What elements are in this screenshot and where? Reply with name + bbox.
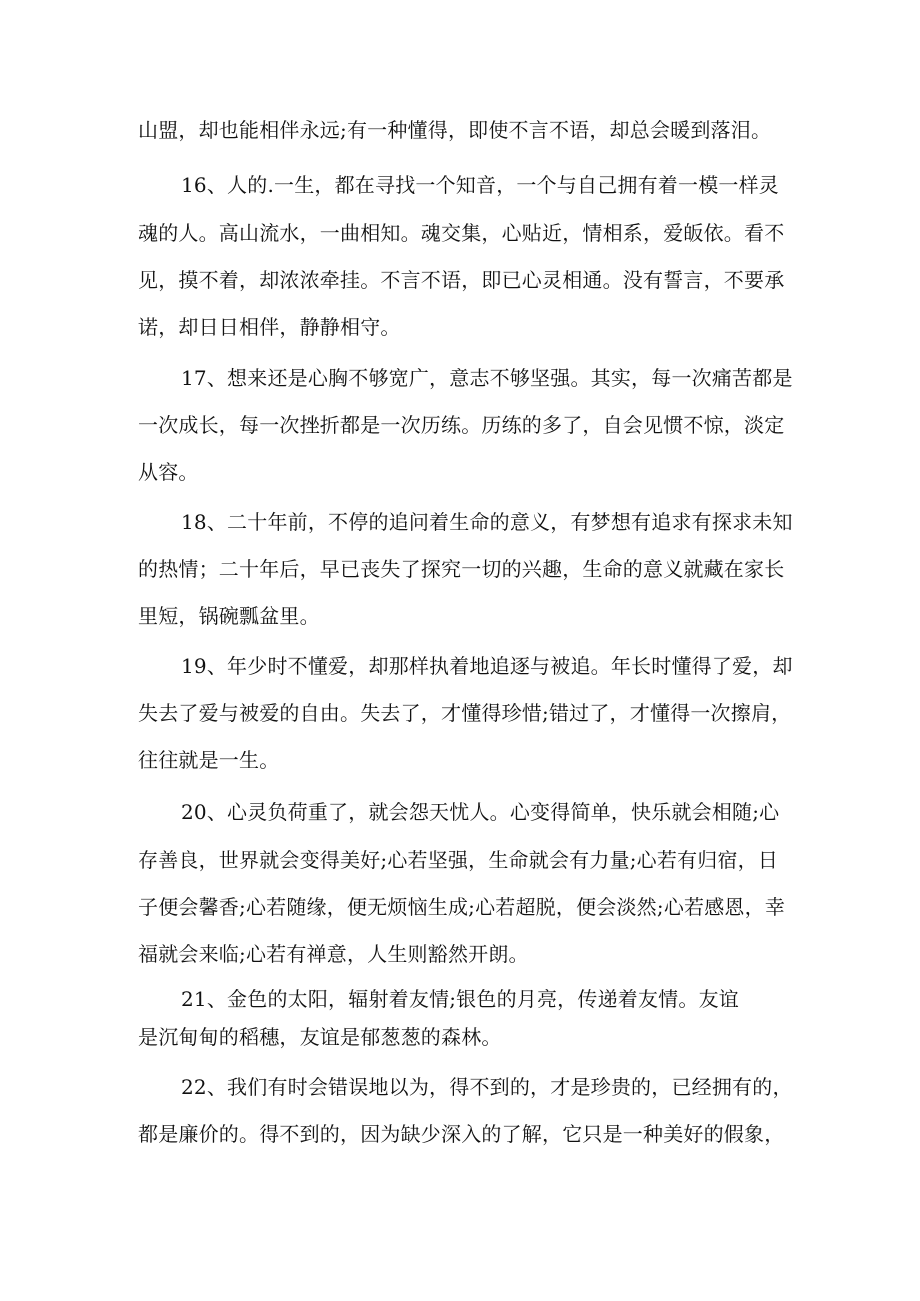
- paragraph-17-line: 17、想来还是心胸不够宽广，意志不够坚强。其实，每一次痛苦都是: [181, 366, 793, 390]
- text-line: 都是廉价的。得不到的，因为缺少深入的了解，它只是一种美好的假象，: [138, 1122, 785, 1146]
- text-line: 福就会来临;心若有禅意，人生则豁然开朗。: [138, 942, 529, 966]
- text-line: 往往就是一生。: [138, 748, 280, 772]
- text-line: 一次成长，每一次挫折都是一次历练。历练的多了，自会见惯不惊，淡定: [138, 413, 785, 437]
- text-line: 的热情；二十年后，早已丧失了探究一切的兴趣，生命的意义就藏在家长: [138, 557, 785, 581]
- paragraph-21-line: 21、金色的太阳，辐射着友情;银色的月亮，传递着友情。友谊: [181, 987, 739, 1011]
- text-line: 是沉甸甸的稻穗，友谊是郁葱葱的森林。: [138, 1025, 502, 1049]
- paragraph-19-line: 19、年少时不懂爱，却那样执着地追逐与被追。年长时懂得了爱，却: [181, 654, 793, 678]
- paragraph-20-line: 20、心灵负荷重了，就会怨天忧人。心变得简单，快乐就会相随;心: [181, 800, 780, 824]
- text-line: 魂的人。高山流水，一曲相知。魂交集，心贴近，情相系，爱皈依。看不: [138, 221, 785, 245]
- text-line: 失去了爱与被爱的自由。失去了，才懂得珍惜;错过了，才懂得一次擦肩，: [138, 701, 792, 725]
- text-line: 子便会馨香;心若随缘，便无烦恼生成;心若超脱，便会淡然;心若感恩，幸: [138, 895, 786, 919]
- text-line: 山盟，却也能相伴永远;有一种懂得，即使不言不语，却总会暖到落泪。: [138, 118, 772, 142]
- paragraph-18-line: 18、二十年前，不停的追问着生命的意义，有梦想有追求有探求未知: [181, 510, 793, 534]
- text-line: 从容。: [138, 460, 199, 484]
- paragraph-22-line: 22、我们有时会错误地以为，得不到的，才是珍贵的，已经拥有的，: [181, 1075, 793, 1099]
- text-line: 存善良，世界就会变得美好;心若坚强，生命就会有力量;心若有归宿，日: [138, 848, 779, 872]
- paragraph-16-line: 16、人的.一生，都在寻找一个知音，一个与自己拥有着一模一样灵: [181, 173, 780, 197]
- text-line: 诺，却日日相伴，静静相守。: [138, 315, 401, 339]
- text-line: 里短，锅碗瓢盆里。: [138, 604, 320, 628]
- text-line: 见，摸不着，却浓浓牵挂。不言不语，即已心灵相通。没有誓言，不要承: [138, 268, 785, 292]
